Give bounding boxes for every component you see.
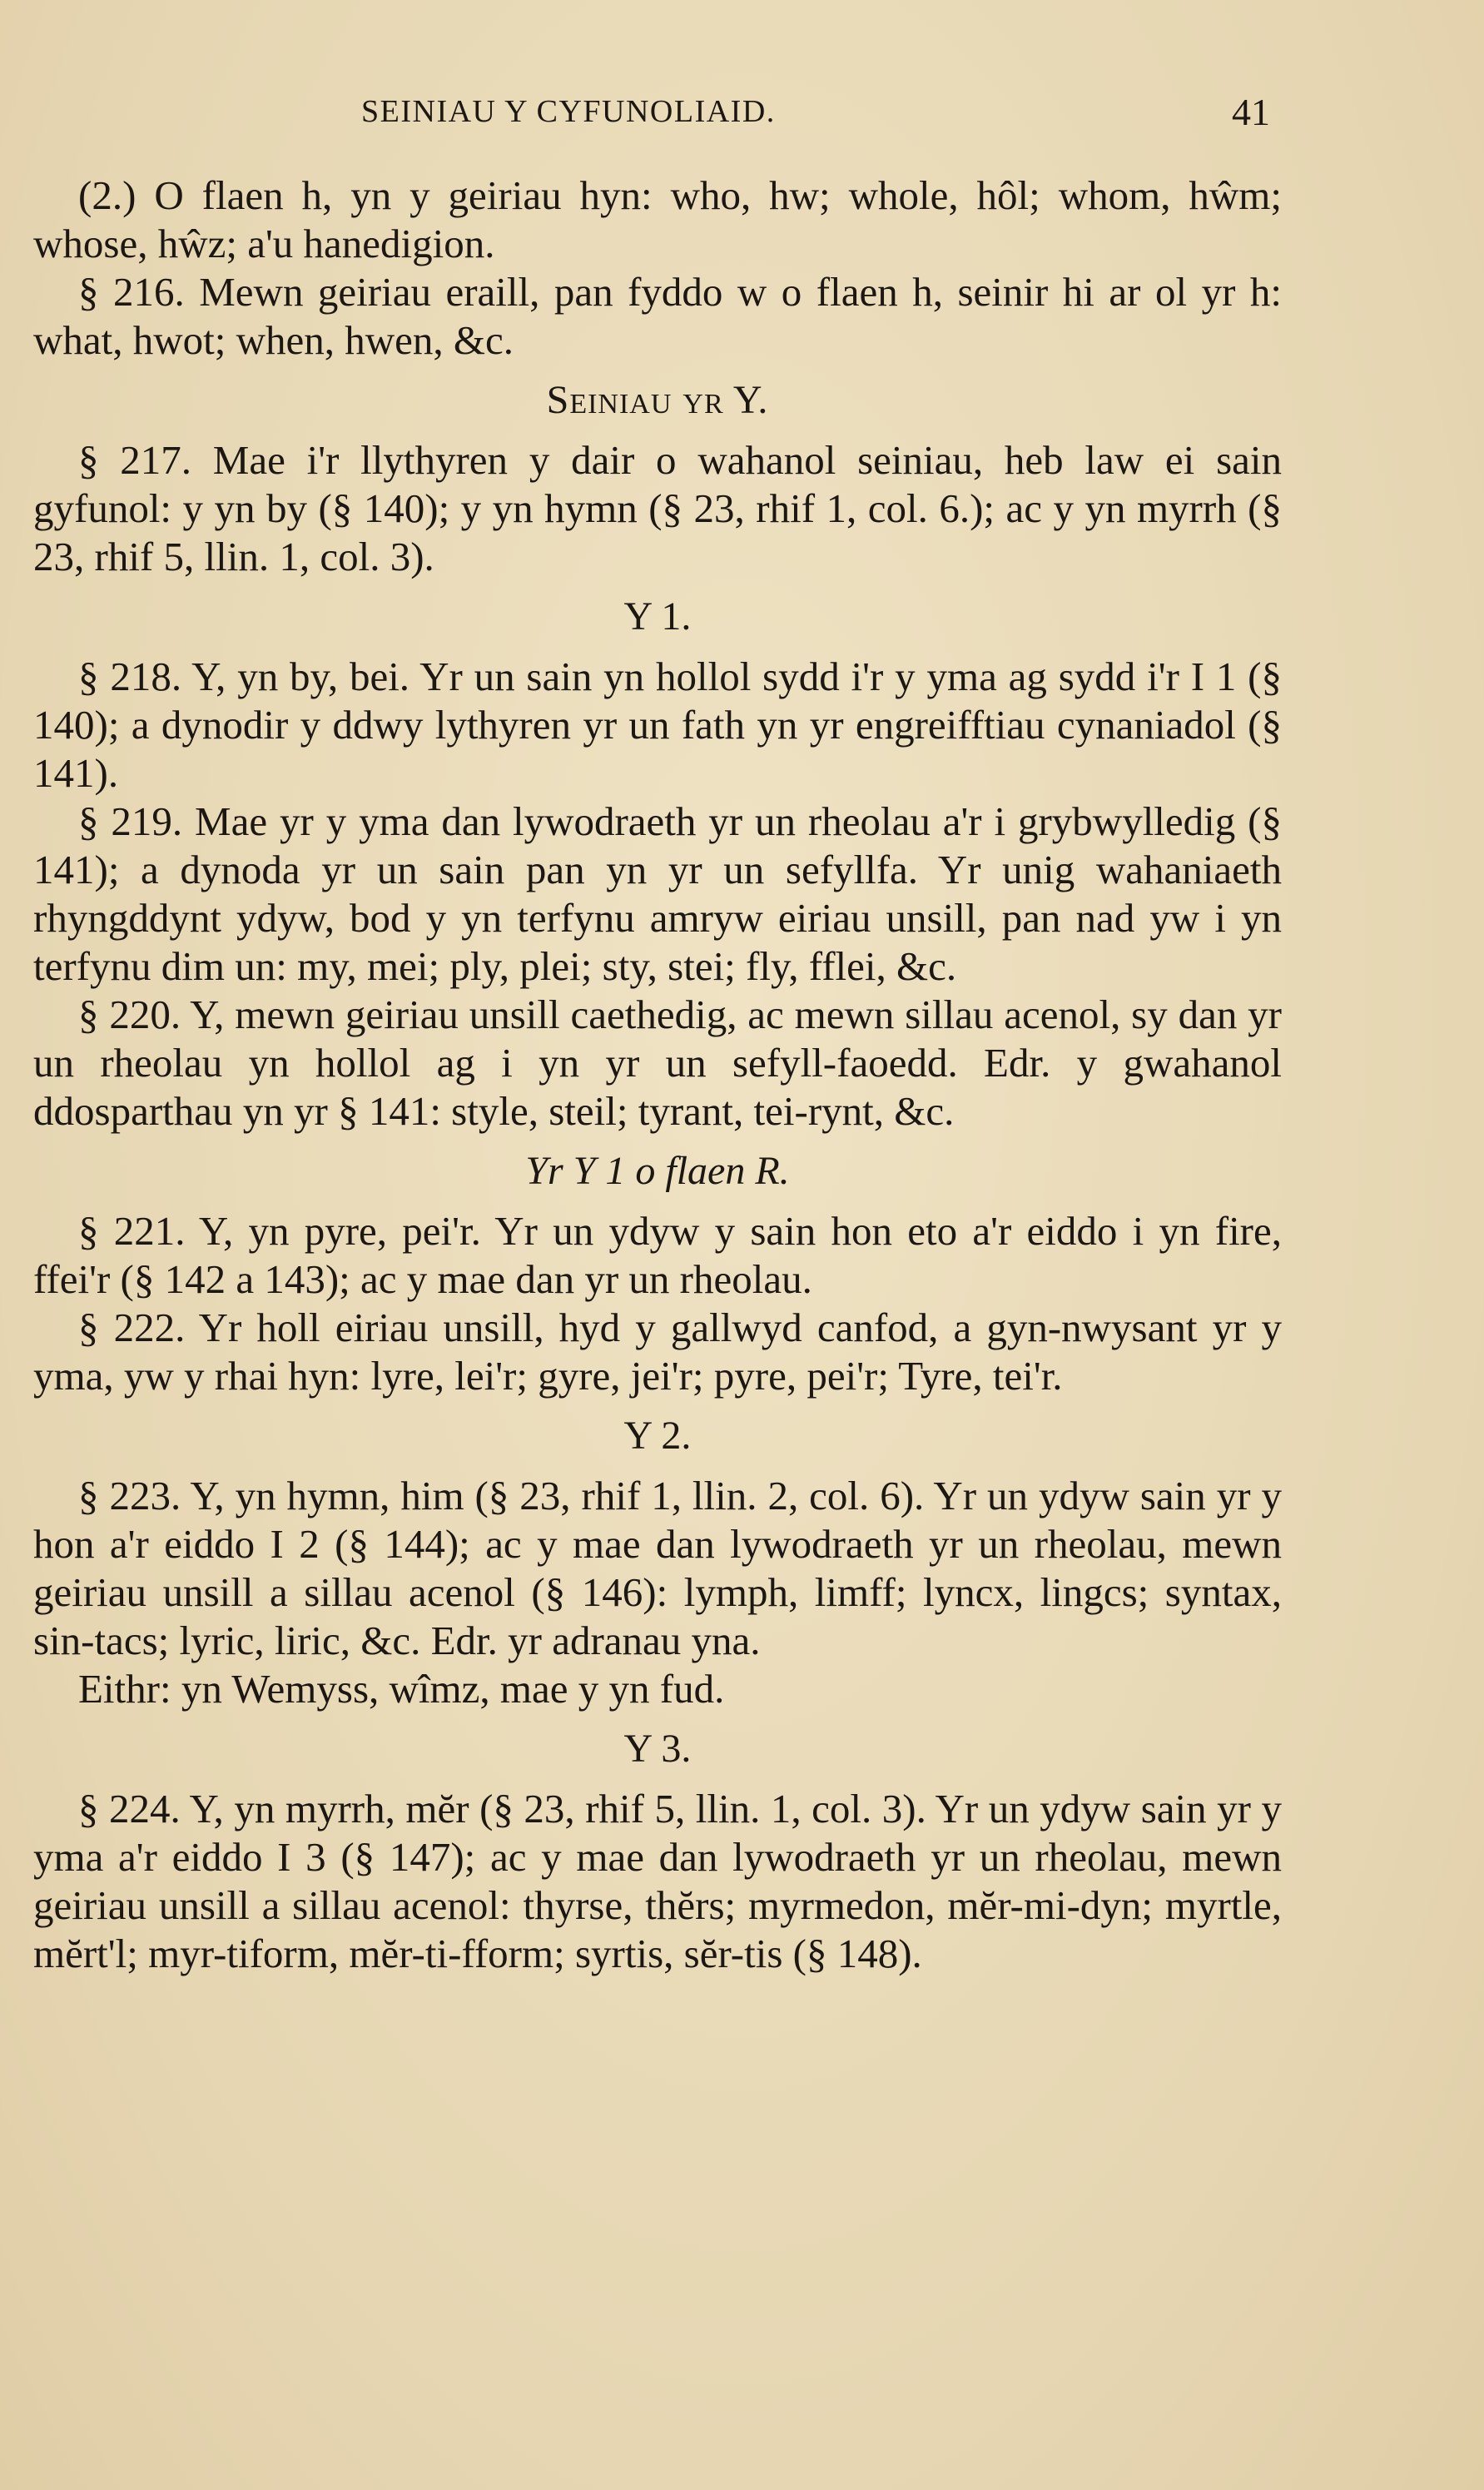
paragraph: § 218. Y, yn by, bei. Yr un sain yn hollol sydd i'r y yma ag sydd i'r I 1 (§ 140); a dynodir y ddwy lythyren yr un fath yn yr engreifftiau cynaniadol (§ 141).: [33, 654, 1282, 796]
paragraph: Eithr: yn Wemyss, wîmz, mae y yn fud.: [78, 1666, 725, 1712]
section-heading: Y 1.: [623, 594, 692, 639]
section-heading: Y 3.: [623, 1727, 692, 1771]
running-title: SEINIAU Y CYFUNOLIAID.: [361, 94, 776, 129]
page-body: [33, 171, 1282, 1978]
paragraph: (2.) O flaen h, yn y geiriau hyn: who, hw; whole, hôl; whom, hŵm; whose, hŵz; a'u hanedigion.: [33, 172, 1282, 266]
paragraph: § 222. Yr holl eiriau unsill, hyd y gallwyd canfod, a gyn-nwysant yr y yma, yw y rhai hyn: lyre, lei'r; gyre, jei'r; pyre, pei'r; Tyre, tei'r.: [33, 1305, 1282, 1399]
paragraph: § 223. Y, yn hymn, him (§ 23, rhif 1, llin. 2, col. 6). Yr un ydyw sain yr y hon a'r eiddo I 2 (§ 144); ac y mae dan lywodraeth yr un rheolau, mewn geiriau unsill a sillau acenol (§ 146): lymph, limff; lyncx, lingcs; syntax, sin-tacs; lyric, liric, &c. Edr. yr adranau yna.: [33, 1473, 1282, 1663]
section-heading: Yr Y 1 o flaen R.: [525, 1149, 790, 1193]
paragraph: § 224. Y, yn myrrh, mĕr (§ 23, rhif 5, llin. 1, col. 3). Yr un ydyw sain yr y yma a'r eiddo I 3 (§ 147); ac y mae dan lywodraeth yr un rheolau, mewn geiriau unsill a sillau acenol: thyrse, thĕrs; myrmedon, mĕr-mi-dyn; myrtle, mĕrt'l; myr-tiform, mĕr-ti-fform; syrtis, sĕr-tis (§ 148).: [33, 1786, 1282, 1976]
paragraph: § 217. Mae i'r llythyren y dair o wahanol seiniau, heb law ei sain gyfunol: y yn by (§ 140); y yn hymn (§ 23, rhif 1, col. 6.); ac y yn myrrh (§ 23, rhif 5, llin. 1, col. 3).: [33, 437, 1282, 579]
paragraph: § 220. Y, mewn geiriau unsill caethedig, ac mewn sillau acenol, sy dan yr un rheolau yn hollol ag i yn yr un sefyll-faoedd. Edr. y gwahanol ddosparthau yn yr § 141: style, steil; tyrant, tei-rynt, &c.: [33, 992, 1282, 1134]
page-header: [33, 90, 1282, 140]
paragraph: § 219. Mae yr y yma dan lywodraeth yr un rheolau a'r i grybwylledig (§ 141); a dynoda yr un sain pan yn yr un sefyllfa. Yr unig wahaniaeth rhyngddynt ydyw, bod y yn terfynu amryw eiriau unsill, pan nad yw i yn terfynu dim un: my, mei; ply, plei; sty, stei; fly, fflei, &c.: [33, 798, 1282, 989]
section-heading: Seiniau yr Y.: [546, 378, 769, 422]
paragraph: § 216. Mewn geiriau eraill, pan fyddo w o flaen h, seinir hi ar ol yr h: what, hwot; when, hwen, &c.: [33, 269, 1282, 363]
paragraph: § 221. Y, yn pyre, pei'r. Yr un ydyw y sain hon eto a'r eiddo i yn fire, ffei'r (§ 142 a 143); ac y mae dan yr un rheolau.: [33, 1208, 1282, 1302]
section-heading: Y 2.: [623, 1414, 692, 1458]
page-number: 41: [1232, 91, 1270, 133]
